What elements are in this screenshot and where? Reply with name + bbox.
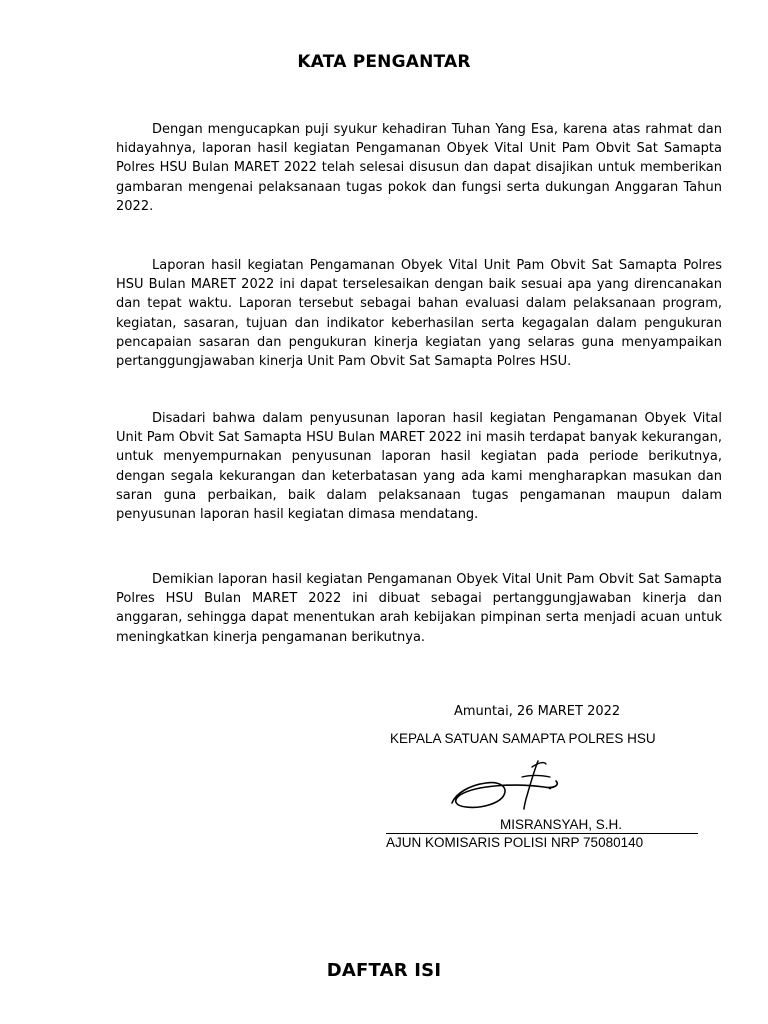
next-section-title: DAFTAR ISI bbox=[326, 960, 442, 981]
signatory-name: MISRANSYAH, S.H. bbox=[386, 816, 698, 834]
signatory-rank: AJUN KOMISARIS POLISI NRP 75080140 bbox=[386, 835, 644, 850]
paragraph-2: Laporan hasil kegiatan Pengamanan Obyek Vital Unit Pam Obvit Sat Samapta Polres HSU Bulan MARET 2022 ini dapat terselesaikan dengan baik sesuai apa yang direncanakan dan tepat waktu. Laporan tersebut sebagai bahan evaluasi dalam pelaksanaan program, kegiatan, sasaran, tujuan dan indikator keberhasilan serta kegagalan dalam pengukuran pencapaian sasaran dan pengukuran kinerja kegiatan yang selaras guna menyampaikan pertanggungjawaban kinerja Unit Pam Obvit Sat Samapta Polres HSU. bbox=[116, 258, 722, 370]
paragraph-3: Disadari bahwa dalam penyusunan laporan hasil kegiatan Pengamanan Obyek Vital Unit Pam Obvit Sat Samapta HSU Bulan MARET 2022 ini masih terdapat banyak kekurangan, untuk menyempurnakan penyusunan laporan hasil kegiatan pada periode berikutnya, dengan segala kekurangan dan keterbatasan yang ada kami mengharapkan masukan dan saran guna perbaikan, baik dalam pelaksanaan tugas pengamanan maupun dalam penyusunan laporan hasil kegiatan dimasa mendatang. bbox=[116, 411, 722, 523]
paragraph-4: Demikian laporan hasil kegiatan Pengamanan Obyek Vital Unit Pam Obvit Sat Samapta Polres HSU Bulan MARET 2022 ini dibuat sebagai pertanggungjawaban kinerja dan anggaran, sehingga dapat menentukan arah kebijakan pimpinan serta menjadi acuan untuk meningkatkan kinerja pengamanan berikutnya. bbox=[116, 572, 722, 645]
paragraph-1: Dengan mengucapkan puji syukur kehadiran Tuhan Yang Esa, karena atas rahmat dan hidayahnya, laporan hasil kegiatan Pengamanan Obyek Vital Unit Pam Obvit Sat Samapta Polres HSU Bulan MARET 2022 telah selesai disusun dan dapat disajikan untuk memberikan gambaran mengenai pelaksanaan tugas pokok dan fungsi serta dukungan Anggaran Tahun 2022. bbox=[116, 122, 722, 214]
signatory-position: KEPALA SATUAN SAMAPTA POLRES HSU bbox=[390, 731, 656, 746]
place-date: Amuntai, 26 MARET 2022 bbox=[454, 704, 621, 719]
handwritten-signature bbox=[446, 755, 576, 813]
page-title: KATA PENGANTAR bbox=[297, 52, 471, 72]
